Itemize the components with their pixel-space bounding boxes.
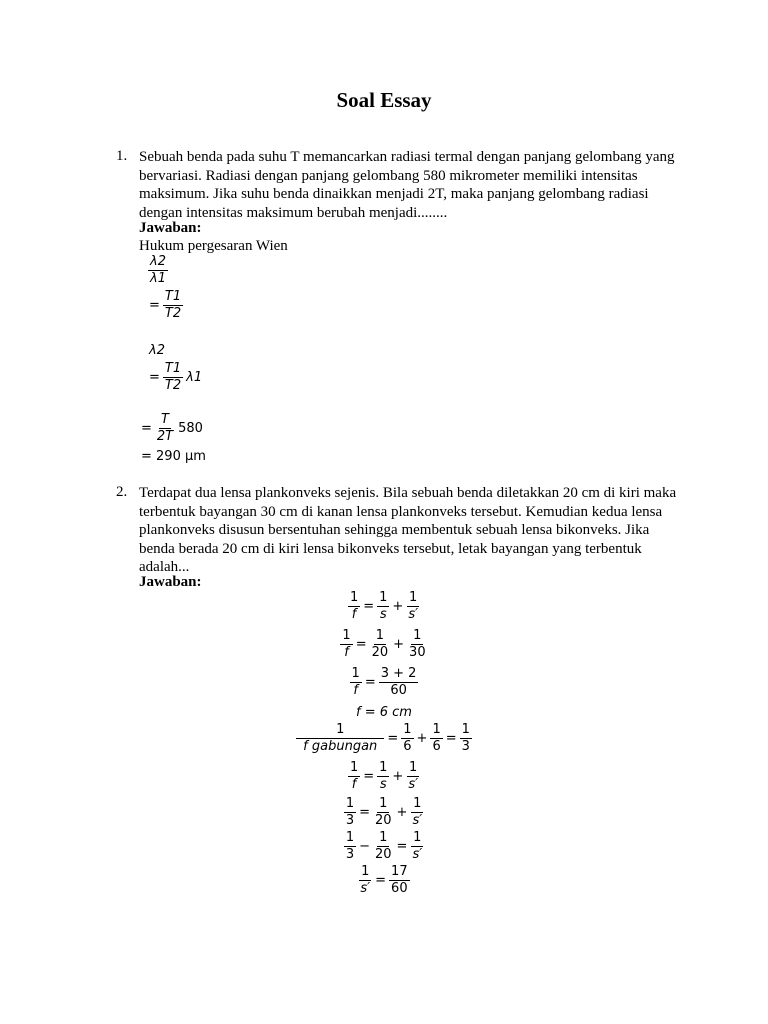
math-token: s′ <box>412 813 423 828</box>
math-token: 1 <box>403 722 412 737</box>
q1-result: = 290 μm <box>141 449 206 464</box>
question-1-answer-label: Jawaban: <box>139 220 202 236</box>
math-token: + <box>392 769 404 784</box>
math-token: 1 <box>351 666 360 681</box>
math-token: 1 <box>461 722 470 737</box>
question-1-text: Sebuah benda pada suhu T memancarkan radiasi termal dengan panjang gelombang yang bervariasi. Radiasi dengan panjang gelombang 580 mikrometer memiliki intensitas maksimum. Jika suhu benda dinaikkan menjadi 2T, maka panjang gelombang radiasi dengan intensitas maksimum berubah menjadi........ <box>139 149 675 221</box>
equals-sign: = <box>149 370 160 385</box>
q1-ratio-fraction <box>147 254 169 287</box>
math-token: 20 <box>375 813 392 828</box>
q1-t1: T1 <box>164 289 182 304</box>
math-token: = <box>363 599 375 614</box>
math-token: 6 <box>432 739 441 754</box>
math-token: 1 <box>375 628 384 643</box>
math-token: 30 <box>409 645 426 660</box>
q1-lambda2-expression <box>147 361 204 394</box>
q1-2t: 2T <box>156 429 174 444</box>
math-token: s′ <box>408 607 419 622</box>
math-token: f <box>353 683 358 698</box>
wien-law-label: Hukum pergesaran Wien <box>139 238 288 254</box>
math-token: 1 <box>349 760 359 775</box>
math-token: = <box>445 731 457 746</box>
math-token: 1 <box>379 760 388 775</box>
math-token: 17 <box>391 864 408 879</box>
q2-lens-sum <box>0 666 768 699</box>
math-token: = <box>375 873 387 888</box>
equals-sign: = <box>141 421 152 436</box>
math-token: f gabungan <box>303 739 378 754</box>
math-token: 1 <box>379 590 388 605</box>
question-2-number: 2. <box>116 484 128 500</box>
q2-image-distance-rearrange <box>0 830 768 863</box>
question-2-text: Terdapat dua lensa plankonveks sejenis. Bila sebuah benda diletakkan 20 cm di kiri maka terbentuk bayangan 30 cm di kanan lensa plankonveks tersebut. Kemudian kedua lensa plankonveks disusun bersentuhan sehingga membentuk sebuah lensa bikonveks. Jika benda berada 20 cm di kiri lensa bikonveks tersebut, letak bayangan yang terbentuk adalah... <box>139 485 677 575</box>
math-token: 1 <box>413 628 422 643</box>
q2-image-distance-setup <box>0 796 768 829</box>
math-token: s <box>379 777 387 792</box>
math-token: s′ <box>408 777 419 792</box>
math-token: 1 <box>361 864 370 879</box>
math-token: = <box>363 769 375 784</box>
q1-t: T <box>161 412 169 427</box>
math-token: + <box>396 805 408 820</box>
q1-lambda2-line: λ2 <box>149 343 165 358</box>
math-token: s′ <box>412 847 423 862</box>
math-token: = <box>364 675 376 690</box>
q1-lambda1: λ1 <box>150 271 166 286</box>
math-token: 1 <box>409 590 418 605</box>
q1-t2b: T2 <box>164 378 182 393</box>
question-2-answer-label: Jawaban: <box>139 574 202 590</box>
equals-sign: = <box>149 298 160 313</box>
q1-580: 580 <box>178 421 203 436</box>
q2-lens-substitution <box>0 628 768 661</box>
math-token: = <box>387 731 399 746</box>
q2-combined-focal <box>0 722 768 755</box>
page-title: Soal Essay <box>336 88 432 112</box>
math-token: f <box>351 777 357 792</box>
math-token: − <box>359 839 370 854</box>
math-token: 3 + 2 <box>380 666 417 681</box>
math-token: 1 <box>345 796 355 811</box>
math-token: s <box>379 607 387 622</box>
math-token: 1 <box>379 796 388 811</box>
math-token: + <box>416 731 428 746</box>
math-token: 1 <box>409 760 418 775</box>
math-token: 3 <box>345 847 355 862</box>
math-token: + <box>392 599 404 614</box>
math-token: = <box>396 839 408 854</box>
q2-image-distance-result <box>0 864 768 897</box>
math-token: 60 <box>391 881 408 896</box>
math-token: 20 <box>375 847 392 862</box>
math-token: = <box>359 805 370 820</box>
math-token: 1 <box>345 830 355 845</box>
math-token: 3 <box>461 739 470 754</box>
q1-substitution <box>139 412 205 445</box>
math-token: 1 <box>342 628 351 643</box>
q2-lens-formula <box>0 590 768 623</box>
math-token: f <box>351 607 357 622</box>
q1-t1b: T1 <box>164 361 182 376</box>
q1-lambda1b: λ1 <box>186 370 203 385</box>
math-token: 1 <box>296 722 384 739</box>
math-token: 1 <box>413 830 422 845</box>
math-token: 1 <box>349 590 359 605</box>
q2-focal-length: f = 6 cm <box>356 705 412 720</box>
math-token: f <box>344 645 349 660</box>
math-token: = <box>355 637 367 652</box>
q1-t2: T2 <box>164 306 182 321</box>
math-token: 1 <box>379 830 388 845</box>
q1-lambda2: λ2 <box>150 254 166 269</box>
math-token: s′ <box>360 881 371 896</box>
q2-lens-formula-2 <box>0 760 768 793</box>
math-token: 1 <box>413 796 422 811</box>
math-token: 60 <box>390 683 407 698</box>
math-token: 3 <box>345 813 355 828</box>
q1-temp-ratio <box>147 289 184 322</box>
math-token: 20 <box>371 645 389 660</box>
math-token: + <box>393 637 405 652</box>
question-1-number: 1. <box>116 148 128 164</box>
math-token: 1 <box>432 722 441 737</box>
math-token: 6 <box>403 739 412 754</box>
